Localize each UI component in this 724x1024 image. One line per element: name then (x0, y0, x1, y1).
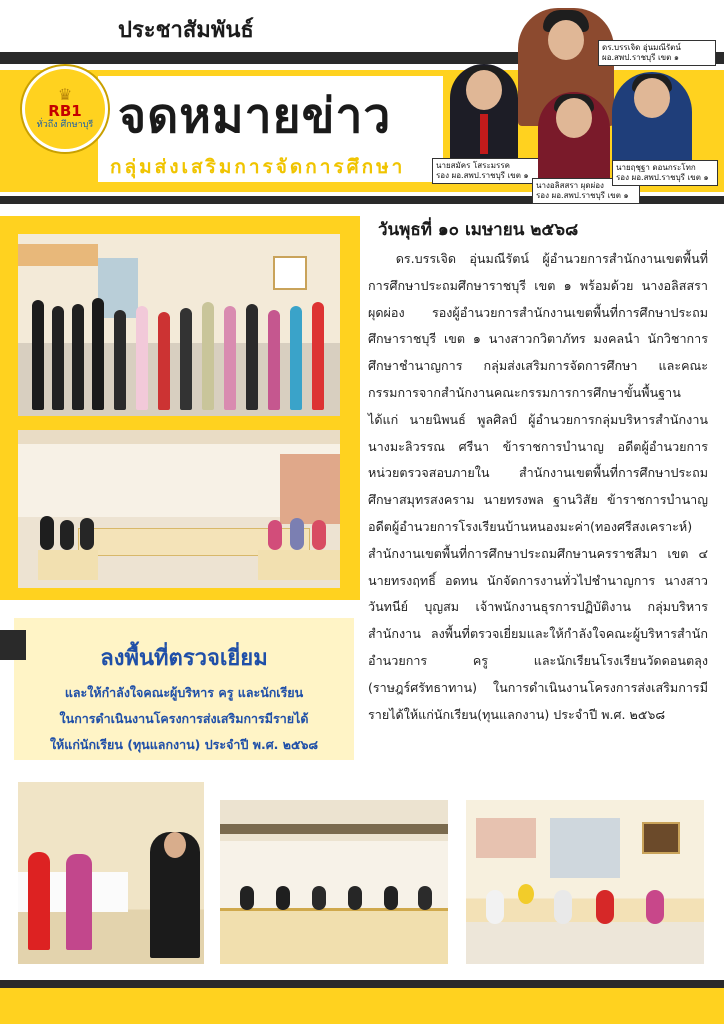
photo-group (18, 234, 340, 416)
headline-line: ในการดำเนินงานโครงการส่งเสริมการมีรายได้ (59, 711, 309, 726)
photo-meeting-room (18, 430, 340, 588)
office-logo (22, 66, 108, 152)
footer-bar (0, 980, 724, 988)
footer-band (0, 988, 724, 1024)
logo-motto: ทั่วถึง ศึกษาบุรี (36, 120, 94, 130)
caption-director: ดร.บรรเจิด อุ่นมณีรัตน์ ผอ.สพป.ราชบุรี เขต ๑ (598, 40, 716, 66)
section-label: ประชาสัมพันธ์ (118, 18, 254, 43)
newsletter-subtitle: กลุ่มส่งเสริมการจัดการศึกษา (110, 156, 406, 178)
headline-line: และให้กำลังใจคณะผู้บริหาร ครู และนักเรียน (64, 685, 304, 700)
headline-sub (14, 680, 354, 758)
photo-visit-1 (18, 782, 204, 964)
portrait-deputy-3 (612, 72, 692, 168)
article-body: ดร.บรรเจิด อุ่นมณีรัตน์ ผู้อำนวยการสำนักงานเขตพื้นที่การศึกษาประถมศึกษาราชบุรี เขต ๑ พร้อมด้วย นางอลิสสรา ผุดผ่อง รองผู้อำนวยการสำนักงานเขตพื้นที่การศึกษาประถมศึกษาราชบุรี เขต ๑ นางสาวกวิตาภัทร มงคลนำ นักวิชาการศึกษาชำนาญการ กลุ่มส่งเสริมการจัดการศึกษา และคณะกรรมการจากสำนักงานคณะกรรมการการศึกษาขั้นพื้นฐาน ได้แก่ นายนิพนธ์ พูลศิลป์ ผู้อำนวยการกลุ่มบริหารสำนักงาน นางมะลิวรรณ ศรีนา ข้าราชการบำนาญ อดีตผู้อำนวยการหน่วยตรวจสอบภายใน สำนักงานเขตพื้นที่การศึกษาประถมศึกษาสมุทรสงคราม นายทรงพล ฐานวิสัย ข้าราชการบำนาญ อดีตผู้อำนวยการโรงเรียนบ้านหนองมะค่า(ทองศรีสงเคราะห์) สำนักงานเขตพื้นที่การศึกษาประถมศึกษานครราชสีมา เขต ๔ นายทรงฤทธิ์ อดทน นักจัดการงานทั่วไปชำนาญการ นางสาววันทนีย์ บุญสม เจ้าพนักงานธุรการปฏิบัติงาน กลุ่มบริหารสำนักงาน ลงพื้นที่ตรวจเยี่ยมและให้กำลังใจคณะผู้บริหารสำนักอำนวยการ ครู และนักเรียนโรงเรียนวัดดอนตลุง (ราษฎร์ศรัทธาทาน) ในการดำเนินงานโครงการส่งเสริมการมีรายได้ให้แก่นักเรียน(ทุนแลกงาน) ประจำปี พ.ศ. ๒๕๖๘ (368, 251, 708, 722)
photo-visit-2 (220, 800, 448, 964)
caption-deputy-3: นายฤชุฐา ดอนกระโทก รอง ผอ.สพป.ราชบุรี เขต ๑ (612, 160, 718, 186)
emblem-icon: ♛ (57, 85, 73, 104)
headline-line: ให้แก่นักเรียน (ทุนแลกงาน) ประจำปี พ.ศ. ๒๕๖๘ (49, 737, 319, 752)
caption-deputy-2: นางอลิสสรา ผุดผ่อง รอง ผอ.สพป.ราชบุรี เขต ๑ (532, 178, 640, 204)
article-date: วันพุธที่ ๑๐ เมษายน ๒๕๖๘ (378, 220, 579, 240)
portrait-deputy-2 (538, 92, 610, 182)
portrait-deputy-1 (450, 64, 518, 164)
logo-text: RB1 (48, 102, 82, 120)
photo-visit-3 (466, 800, 704, 964)
caption-deputy-1: นายสมัคร โสระมรรค รอง ผอ.สพป.ราชบุรี เขต ๑ (432, 158, 542, 184)
headline-main: ลงพื้นที่ตรวจเยี่ยม (100, 646, 268, 671)
newsletter-title: จดหมายข่าว (118, 88, 392, 144)
